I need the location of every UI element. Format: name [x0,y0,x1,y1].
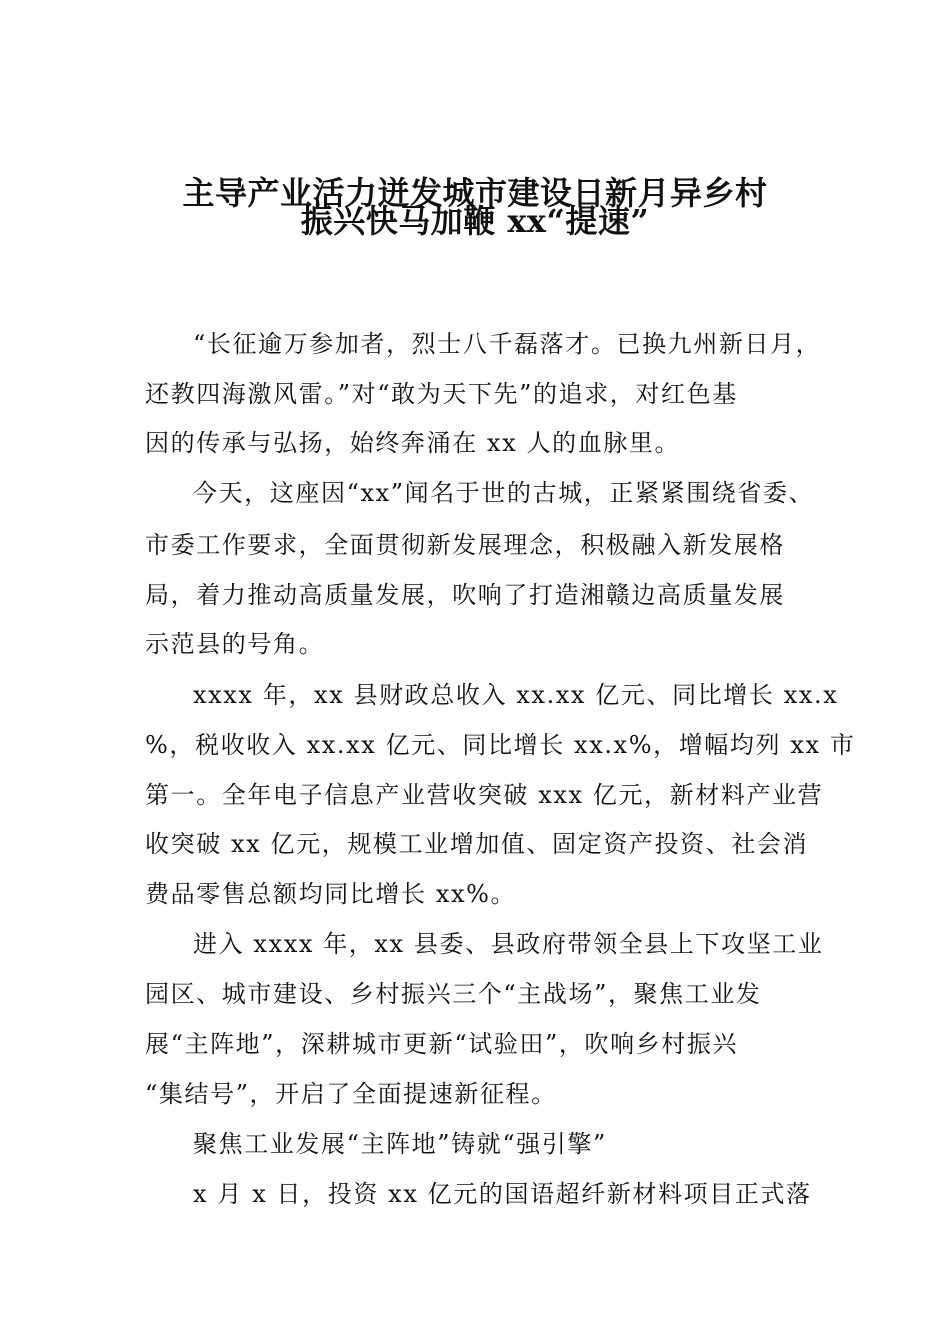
paragraph-3-line-5: 费品零售总额均同比增长 xx%。 [145,880,517,908]
document-title-line-2: 振兴快马加鞭 xx“提速” [300,202,650,240]
paragraph-3-line-4: 收突破 xx 亿元，规模工业增加值、固定资产投资、社会消 [145,830,809,858]
paragraph-1-line-3: 因的传承与弘扬，始终奔涌在 xx 人的血脉里。 [145,429,681,457]
paragraph-4-line-2: 园区、城市建设、乡村振兴三个“主战场”，聚焦工业发 [145,980,762,1008]
paragraph-4-line-4: “集结号”，开启了全面提速新征程。 [145,1080,557,1108]
paragraph-2-line-1: 今天，这座因“xx”闻名于世的古城，正紧紧围绕省委、 [193,479,815,507]
paragraph-2-line-3: 局，着力推动高质量发展，吹响了打造湘赣边高质量发展 [145,581,785,609]
paragraph-3-line-2: %，税收收入 xx.xx 亿元、同比增长 xx.x%，增幅均列 xx 市 [145,731,856,759]
paragraph-2-line-4: 示范县的号角。 [145,630,325,658]
paragraph-2-line-2: 市委工作要求，全面贯彻新发展理念，积极融入新发展格 [145,531,785,559]
paragraph-1-line-1: “长征逾万参加者，烈士八千磊落才。已换九州新日月， [193,330,822,358]
document-title-line-1: 主导产业活力迸发城市建设日新月异乡村 [182,174,768,212]
paragraph-3-line-1: xxxx 年，xx 县财政总收入 xx.xx 亿元、同比增长 xx.x [193,681,839,709]
paragraph-5-line-1: x 月 x 日，投资 xx 亿元的国语超纤新材料项目正式落 [193,1180,812,1208]
paragraph-3-line-3: 第一。全年电子信息产业营收突破 xxx 亿元，新材料产业营 [145,781,824,809]
paragraph-4-line-3: 展“主阵地”，深耕城市更新“试验田”，吹响乡村振兴 [145,1030,739,1058]
paragraph-1-line-2: 还教四海激风雷。”对“敢为天下先”的追求，对红色基 [145,380,738,408]
section-heading: 聚焦工业发展“主阵地”铸就“强引擎” [193,1130,607,1158]
paragraph-4-line-1: 进入 xxxx 年，xx 县委、县政府带领全县上下攻坚工业 [193,930,824,958]
